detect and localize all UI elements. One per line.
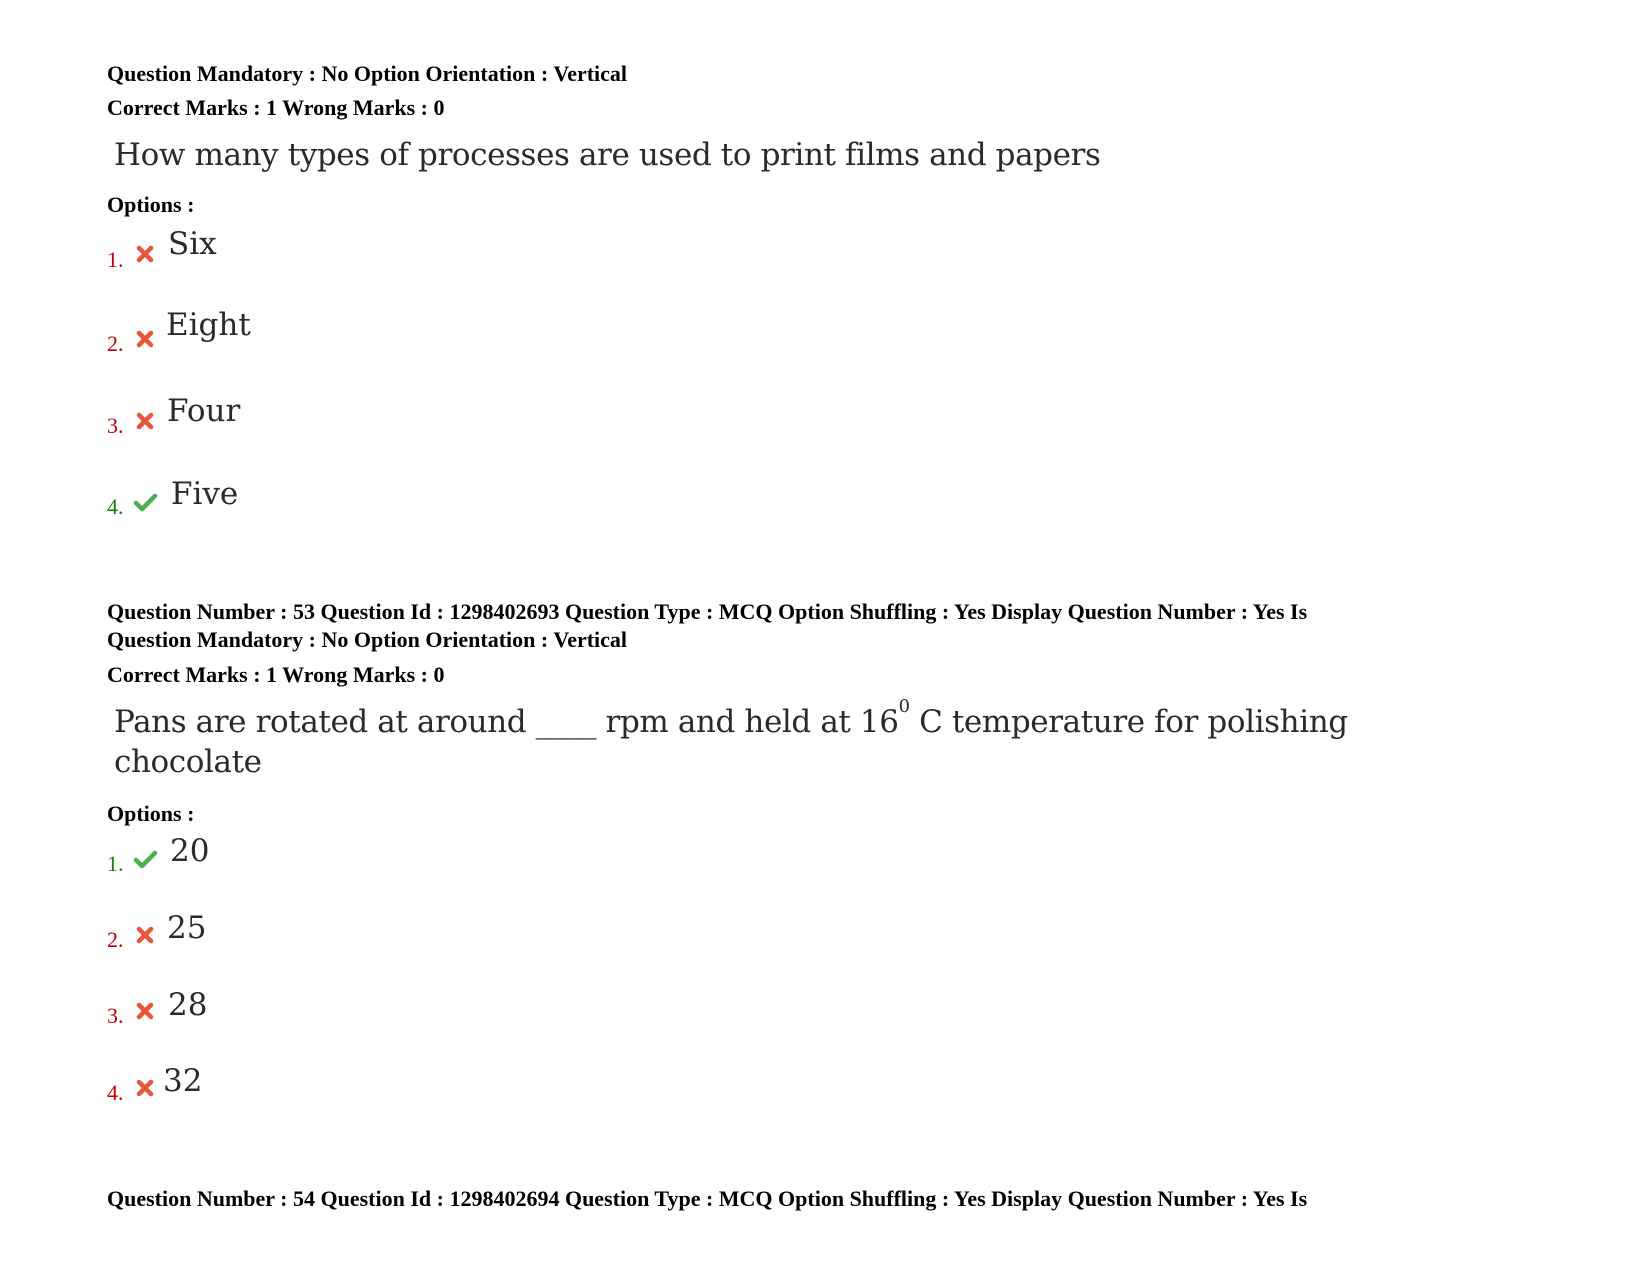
check-icon <box>133 491 158 513</box>
q53-marks: Correct Marks : 1 Wrong Marks : 0 <box>107 662 445 687</box>
q52-options-label: Options : <box>107 192 195 217</box>
cross-icon <box>134 243 156 265</box>
option-text: Four <box>167 393 241 429</box>
option-number: 4. <box>107 1080 124 1105</box>
option-text: Five <box>171 476 239 512</box>
option-number: 4. <box>107 494 124 519</box>
q53-question-text-line2: chocolate <box>114 744 262 780</box>
q53-options-label: Options : <box>107 801 195 826</box>
option-number: 2. <box>107 927 124 952</box>
option-number: 2. <box>107 331 124 356</box>
question-part: C temperature for polishing <box>909 704 1348 740</box>
q52-meta: Question Mandatory : No Option Orientation : Vertical <box>107 61 628 86</box>
cross-icon <box>134 328 156 350</box>
superscript-degree: 0 <box>898 696 910 717</box>
cross-icon <box>134 1077 156 1099</box>
q53-meta-line2: Question Mandatory : No Option Orientation : Vertical <box>107 627 628 652</box>
option-text: Six <box>168 226 217 262</box>
cross-icon <box>134 1000 156 1022</box>
option-text: 32 <box>163 1063 203 1099</box>
option-text: Eight <box>166 307 251 343</box>
option-text: 25 <box>167 910 207 946</box>
q53-question-text <box>114 696 1348 742</box>
q52-marks: Correct Marks : 1 Wrong Marks : 0 <box>107 95 445 120</box>
option-text: 20 <box>170 833 210 869</box>
option-text: 28 <box>168 987 208 1023</box>
question-part: Pans are rotated at around ____ rpm and held at 16 <box>114 704 899 740</box>
option-number: 1. <box>107 247 124 272</box>
option-number: 3. <box>107 1003 124 1028</box>
cross-icon <box>134 924 156 946</box>
cross-icon <box>134 410 156 432</box>
q53-meta-line1: Question Number : 53 Question Id : 1298402693 Question Type : MCQ Option Shuffling : Yes Display Question Number : Yes Is <box>107 599 1308 624</box>
check-icon <box>133 848 158 870</box>
q54-meta-line1: Question Number : 54 Question Id : 1298402694 Question Type : MCQ Option Shuffling : Yes Display Question Number : Yes Is <box>107 1186 1308 1211</box>
q52-question-text: How many types of processes are used to print films and papers <box>114 137 1101 173</box>
option-number: 3. <box>107 413 124 438</box>
option-number: 1. <box>107 851 124 876</box>
